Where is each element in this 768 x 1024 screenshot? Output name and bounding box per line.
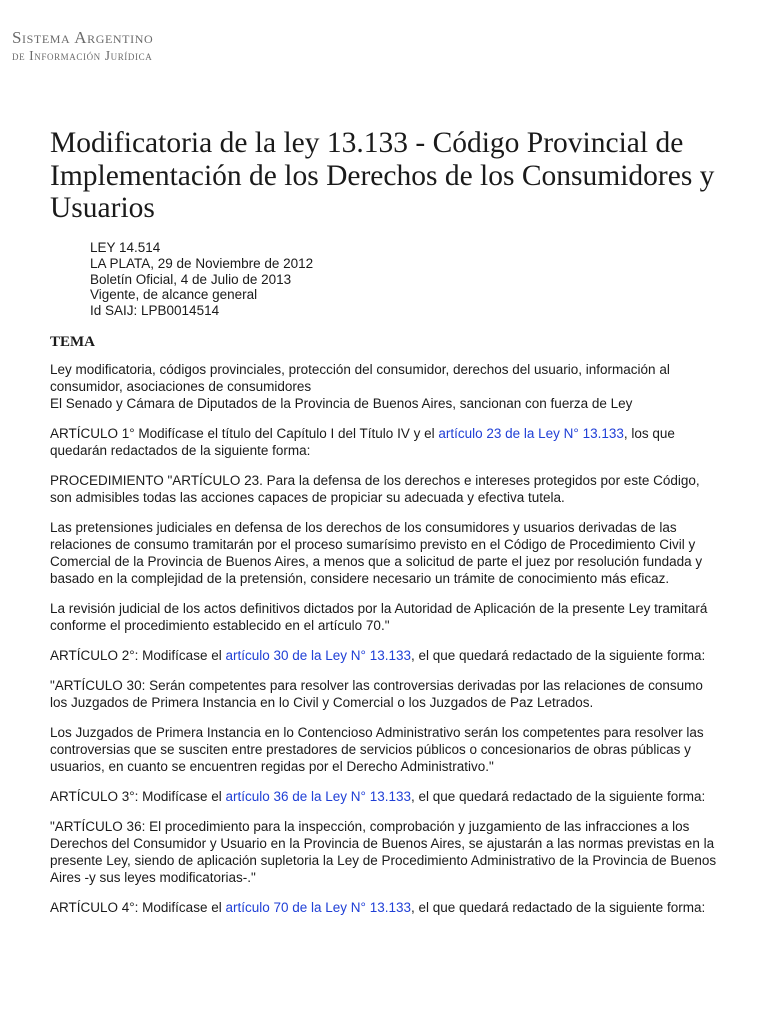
contencioso-paragraph: Los Juzgados de Primera Instancia en lo Contencioso Administrativo serán los competentes para resolver las controversias que se susciten entre prestadores de servicios públicos o concesionarios de obras públicas y usuarios, en cuanto se encuentren regidas por el Derecho Administrativo." [50,725,704,774]
article-2-paragraph [50,647,718,664]
article-4-text-end: , el que quedará redactado de la siguiente forma: [411,900,706,915]
revision-paragraph: La revisión judicial de los actos definitivos dictados por la Autoridad de Aplicación de la presente Ley tramitará conforme el procedimiento establecido en el artículo 70." [50,601,708,633]
article-3-paragraph [50,788,718,805]
logo-line-1: Sistema Argentino [12,28,154,47]
article-23-link[interactable]: artículo 23 de la Ley N° 13.133 [438,426,624,441]
article-1-text: ARTÍCULO 1° Modifícase el título del Capítulo I del Título IV y el [50,426,439,441]
article-36-link[interactable]: artículo 36 de la Ley N° 13.133 [225,789,411,804]
saij-id: Id SAIJ: LPB0014514 [90,303,220,319]
pretensiones-paragraph: Las pretensiones judiciales en defensa de los derechos de los consumidores y usuarios derivadas de las relaciones de consumo tramitarán por el proceso sumarísimo previsto en el Código de Procedimiento Civil y Comercial de la Provincia de Buenos Aires, a menos que a solicitud de parte el juez por resolución fundada y basado en la complejidad de la pretensión, considere necesario un trámite de conocimiento más eficaz. [50,520,703,586]
tema-heading: TEMA [50,334,95,350]
article-1-text-end: , los que quedarán redactados de la siguiente forma: [50,426,675,458]
procedure-article-23-paragraph: PROCEDIMIENTO "ARTÍCULO 23. Para la defensa de los derechos e intereses protegidos por este Código, son admisibles todas las acciones capaces de propiciar su adecuada y efectiva tutela. [50,473,700,505]
page-title: Modificatoria de la ley 13.133 - Código Provincial de Implementación de los Derechos de los Consumidores y Usuarios [50,127,715,224]
article-1-paragraph [50,425,718,459]
law-number: LEY 14.514 [90,240,161,255]
article-30-link[interactable]: artículo 30 de la Ley N° 13.133 [225,648,411,663]
law-body [50,361,718,929]
article-36-paragraph: "ARTÍCULO 36: El procedimiento para la inspección, comprobación y juzgamiento de las infracciones a los Derechos del Consumidor y Usuario en la Provincia de Buenos Aires, se ajustarán a las normas previstas en la presente Ley, siendo de aplicación supletoria la Ley de Procedimiento Administrativo de la Provincia de Buenos Aires -y sus leyes modificatorias-." [50,819,717,885]
place-date: LA PLATA, 29 de Noviembre de 2012 [90,255,314,271]
article-4-text: ARTÍCULO 4°: Modifícase el [50,900,226,915]
article-2-text-end: , el que quedará redactado de la siguiente forma: [411,648,706,663]
article-30-paragraph: "ARTÍCULO 30: Serán competentes para resolver las controversias derivadas por las relaciones de consumo los Juzgados de Primera Instancia en lo Civil y Comercial o los Juzgados de Paz Letrados. [50,678,703,710]
article-4-paragraph [50,899,718,916]
keywords-paragraph: Ley modificatoria, códigos provinciales, protección del consumidor, derechos del usuario, información al consumidor, asociaciones de consumidores [50,362,670,394]
validity-status: Vigente, de alcance general [90,287,258,303]
saij-logo[interactable] [12,29,153,63]
enactment-paragraph: El Senado y Cámara de Diputados de la Provincia de Buenos Aires, sancionan con fuerza de Ley [50,396,633,411]
article-3-text-end: , el que quedará redactado de la siguiente forma: [411,789,706,804]
article-70-link[interactable]: artículo 70 de la Ley N° 13.133 [225,900,411,915]
official-bulletin: Boletín Oficial, 4 de Julio de 2013 [90,271,292,287]
article-3-text: ARTÍCULO 3°: Modifícase el [50,789,226,804]
law-metadata [90,240,313,319]
logo-line-2: de Información Jurídica [12,48,153,63]
article-2-text: ARTÍCULO 2°: Modifícase el [50,648,226,663]
